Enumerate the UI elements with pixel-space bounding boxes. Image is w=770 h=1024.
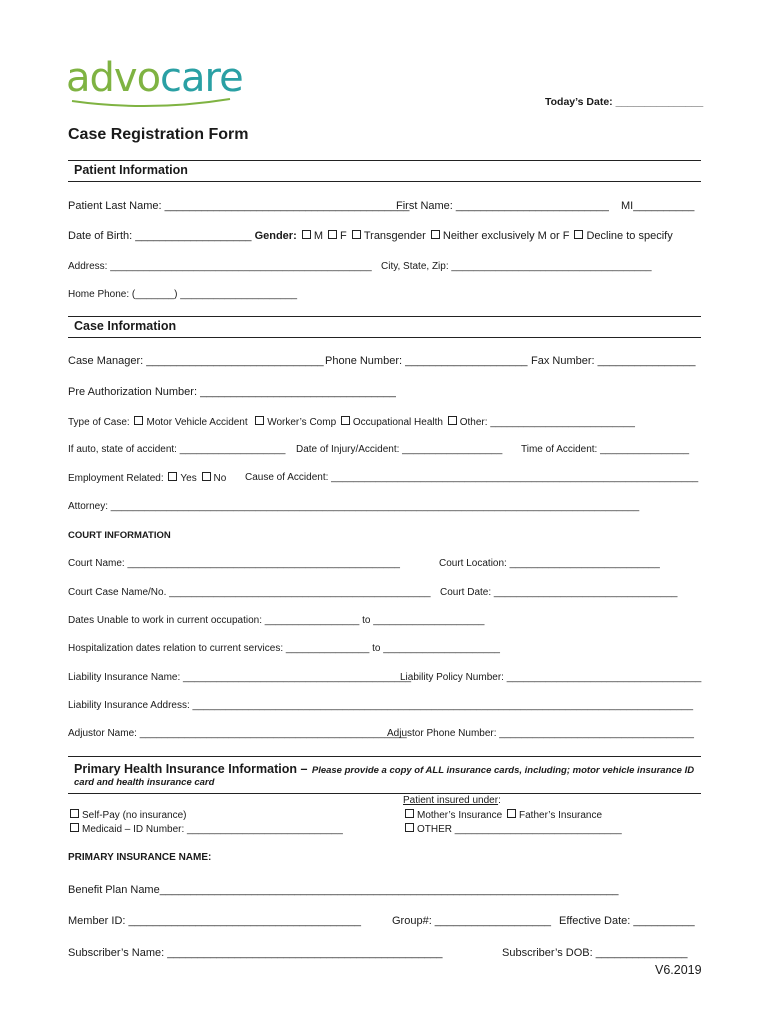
employment-no-checkbox[interactable]	[202, 472, 211, 481]
motor-vehicle-label: Motor Vehicle Accident	[146, 417, 248, 428]
subscriber-name-field[interactable]: Subscriber’s Name: _____________________________________________	[68, 947, 443, 959]
motor-vehicle-checkbox[interactable]	[134, 416, 143, 425]
group-number-field[interactable]: Group#: ___________________	[392, 915, 552, 927]
employment-yes-checkbox[interactable]	[168, 472, 177, 481]
insured-under-colon: :	[498, 795, 501, 806]
date-of-injury-field[interactable]: Date of Injury/Accident: __________________	[296, 444, 503, 455]
fathers-insurance-label: Father’s Insurance	[519, 810, 603, 821]
other-insurance-checkbox[interactable]	[405, 823, 414, 832]
city-state-zip-field[interactable]: City, State, Zip: ____________________________________	[381, 261, 652, 272]
liability-insurance-name-field[interactable]: Liability Insurance Name: _________________________________________	[68, 672, 412, 683]
employment-related-label: Employment Related:	[68, 473, 164, 484]
logo-text-advo: advo	[66, 55, 161, 101]
case-info-header	[68, 316, 701, 338]
gender-decline-checkbox[interactable]	[574, 230, 583, 239]
type-of-case-row	[68, 416, 635, 428]
dob-field[interactable]	[68, 230, 673, 242]
parent-insurance-row	[403, 809, 602, 821]
cause-of-accident-field[interactable]: Cause of Accident: __________________________________________________________________	[245, 472, 699, 483]
mothers-insurance-checkbox[interactable]	[405, 809, 414, 818]
other-insurance-row	[403, 823, 622, 835]
court-date-field[interactable]: Court Date: _________________________________	[440, 587, 678, 598]
other-insurance-field[interactable]: OTHER ______________________________	[417, 824, 622, 835]
auto-state-field[interactable]: If auto, state of accident: ___________________	[68, 444, 286, 455]
court-case-name-field[interactable]: Court Case Name/No. _______________________________________________	[68, 587, 431, 598]
gender-f-checkbox[interactable]	[328, 230, 337, 239]
medicaid-row	[68, 823, 343, 835]
gender-label: Gender:	[254, 230, 297, 242]
fathers-insurance-checkbox[interactable]	[507, 809, 516, 818]
pre-authorization-field[interactable]: Pre Authorization Number: ________________________________	[68, 386, 396, 398]
todays-date-field[interactable]: Today’s Date: _______________	[545, 96, 704, 108]
patient-last-name-field[interactable]: Patient Last Name: ________________________________________	[68, 200, 410, 212]
employment-related-row	[68, 472, 226, 484]
gender-m-checkbox[interactable]	[302, 230, 311, 239]
medicaid-checkbox[interactable]	[70, 823, 79, 832]
case-info-title: Case Information	[74, 319, 177, 333]
self-pay-row	[68, 809, 187, 821]
logo-swoosh-icon	[70, 96, 240, 110]
insured-under-label: Patient insured under	[403, 795, 499, 806]
benefit-plan-name-field[interactable]: Benefit Plan Name___________________________________________________________________________	[68, 884, 619, 896]
phone-number-field[interactable]: Phone Number: ____________________	[325, 355, 528, 367]
mothers-insurance-label: Mother’s Insurance	[417, 810, 503, 821]
effective-date-field[interactable]: Effective Date: __________	[559, 915, 695, 927]
primary-insurance-title: Primary Health Insurance Information –	[74, 762, 308, 776]
fax-number-field[interactable]: Fax Number: ________________	[531, 355, 696, 367]
insured-under-heading	[403, 795, 501, 806]
gender-transgender-checkbox[interactable]	[352, 230, 361, 239]
insurance-note-line2: card and health insurance card	[74, 777, 215, 788]
gender-neither-checkbox[interactable]	[431, 230, 440, 239]
workers-comp-checkbox[interactable]	[255, 416, 264, 425]
logo-text-care: care	[160, 55, 243, 101]
adjustor-name-field[interactable]: Adjustor Name: ________________________________________________	[68, 728, 407, 739]
occupational-health-checkbox[interactable]	[341, 416, 350, 425]
gender-f-label: F	[340, 230, 347, 242]
primary-insurance-title-row	[74, 760, 694, 778]
court-location-field[interactable]: Court Location: ___________________________	[439, 558, 660, 569]
patient-info-header	[68, 160, 701, 182]
primary-insurance-header	[68, 756, 701, 794]
patient-info-title: Patient Information	[74, 163, 188, 177]
other-case-checkbox[interactable]	[448, 416, 457, 425]
employment-yes-label: Yes	[180, 473, 197, 484]
version-label: V6.2019	[655, 963, 702, 977]
self-pay-checkbox[interactable]	[70, 809, 79, 818]
member-id-field[interactable]: Member ID: ______________________________________	[68, 915, 361, 927]
liability-insurance-address-field[interactable]: Liability Insurance Address: __________________________________________________________________________________________	[68, 700, 694, 711]
dates-unable-to-work-field[interactable]: Dates Unable to work in current occupation: _________________ to ____________________	[68, 615, 485, 626]
liability-policy-number-field[interactable]: Liability Policy Number: ___________________________________	[400, 672, 702, 683]
workers-comp-label: Worker’s Comp	[267, 417, 337, 428]
mi-field[interactable]: MI__________	[621, 200, 695, 212]
advocare-logo	[66, 55, 243, 101]
gender-m-label: M	[313, 230, 323, 242]
case-manager-field[interactable]: Case Manager: _____________________________	[68, 355, 324, 367]
home-phone-field[interactable]: Home Phone: (_______) _____________________	[68, 289, 298, 300]
court-name-field[interactable]: Court Name: _________________________________________________	[68, 558, 400, 569]
address-field[interactable]: Address: _______________________________________________	[68, 261, 372, 272]
hospitalization-dates-field[interactable]: Hospitalization dates relation to current services: _______________ to _____________________	[68, 643, 500, 654]
time-of-accident-field[interactable]: Time of Accident: ________________	[521, 444, 690, 455]
medicaid-field[interactable]: Medicaid – ID Number: ____________________________	[82, 824, 343, 835]
occupational-health-label: Occupational Health	[352, 417, 443, 428]
employment-no-label: No	[213, 473, 227, 484]
insurance-note-line1: Please provide a copy of ALL insurance cards, including; motor vehicle insurance ID	[311, 765, 695, 776]
first-name-field[interactable]: First Name: _________________________	[396, 200, 609, 212]
court-info-heading: COURT INFORMATION	[68, 530, 171, 541]
form-title: Case Registration Form	[68, 126, 249, 143]
subscriber-dob-field[interactable]: Subscriber’s DOB: _______________	[502, 947, 688, 959]
attorney-field[interactable]: Attorney: _______________________________________________________________________________________________	[68, 501, 640, 512]
gender-transgender-label: Transgender	[363, 230, 426, 242]
primary-insurance-name-heading: PRIMARY INSURANCE NAME:	[68, 852, 212, 863]
adjustor-phone-field[interactable]: Adjustor Phone Number: ___________________________________	[387, 728, 694, 739]
gender-decline-label: Decline to specify	[586, 230, 673, 242]
dob-label: Date of Birth: ___________________	[68, 230, 252, 242]
self-pay-label: Self-Pay (no insurance)	[82, 810, 187, 821]
gender-neither-label: Neither exclusively M or F	[442, 230, 570, 242]
type-of-case-label: Type of Case:	[68, 417, 130, 428]
other-case-field[interactable]: Other: __________________________	[459, 417, 635, 428]
